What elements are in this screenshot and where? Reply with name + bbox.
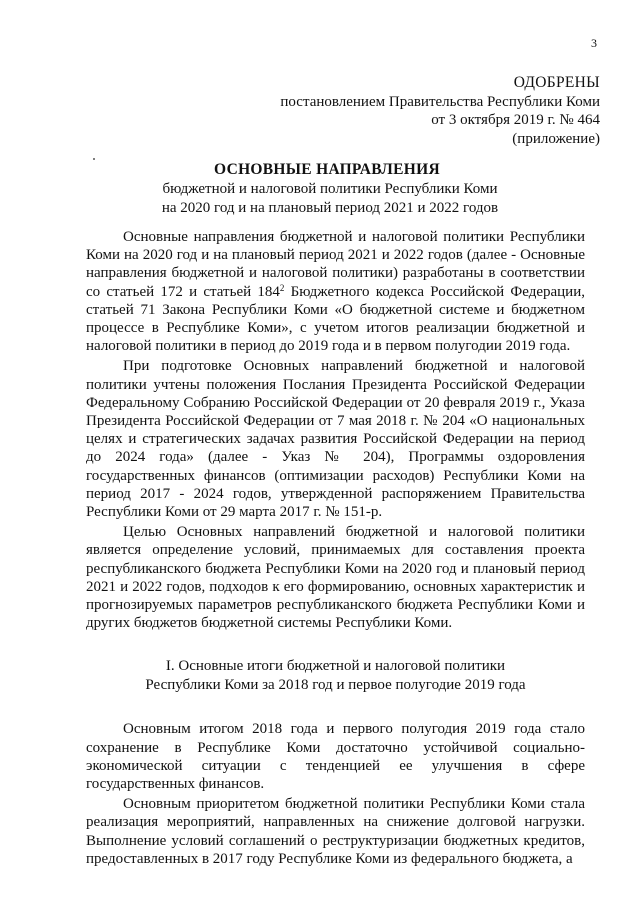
document-body	[86, 228, 585, 868]
document-title-block	[0, 160, 640, 217]
document-title: ОСНОВНЫЕ НАПРАВЛЕНИЯ	[214, 161, 440, 178]
paragraph-1-part-a: Основные направления бюджетной и налоговой политики Республики Коми на 2020 год и на плановый период 2021 и 2022 годов (далее - Основные направления бюджетной и налоговой политики) разработаны в соответствии со статьей 172 и статьей 184	[86, 229, 585, 300]
section-heading-line2: Республики Коми за 2018 год и первое полугодие 2019 года	[145, 677, 526, 694]
article-superscript: 2	[279, 282, 285, 293]
approval-line-date: от 3 октября 2019 г. № 464	[431, 112, 600, 128]
approval-line-appendix: (приложение)	[512, 130, 600, 147]
paragraph-3: Целью Основных направлений бюджетной и налоговой политики является определение условий, принимаемых для составления проекта республиканского бюджета Республики Коми на 2020 год и плановый период 2021 и 2022 годов, подходов к его формированию, основных характеристик и прогнозируемых параметров республиканского бюджета Республики Коми и других бюджетов бюджетной системы Республики Коми.	[86, 524, 585, 632]
section-heading	[86, 657, 585, 695]
approval-stamp	[280, 74, 600, 148]
approval-heading: ОДОБРЕНЫ	[513, 74, 600, 91]
approval-line-decree: постановлением Правительства Республики Коми	[280, 93, 600, 110]
paragraph-1-part-b: Бюджетного кодекса Российской Федерации, статьей 71 Закона Республики Коми «О бюджетной системе и бюджетном процессе в Республике Коми», с учетом итогов реализации бюджетной и налоговой политики в период до 2019 года и в первом полугодии 2019 года.	[86, 283, 585, 355]
paragraph-4: Основным итогом 2018 года и первого полугодия 2019 года стало сохранение в Республике Коми достаточно устойчивой социально-экономической ситуации с тенденцией ее улучшения в сфере государственных финансов.	[86, 721, 585, 793]
document-subtitle-line1: бюджетной и налоговой политики Республики Коми	[162, 181, 498, 197]
paragraph-5: Основным приоритетом бюджетной политики Республики Коми стала реализация мероприятий, направленных на снижение долговой нагрузки. Выполнение условий соглашений о реструктуризации бюджетных кредитов, предоставленных в 2017 году Республике Коми из федерального бюджета, а	[86, 796, 585, 867]
page-number: 3	[591, 36, 597, 50]
document-subtitle-line2: на 2020 год и на плановый период 2021 и 2022 годов	[161, 199, 499, 216]
paragraph-1	[86, 228, 585, 355]
section-heading-line1: I. Основные итоги бюджетной и налоговой политики	[165, 658, 506, 675]
paragraph-2: При подготовке Основных направлений бюджетной и налоговой политики учтены положения Послания Президента Российской Федерации Федеральному Собранию Российской Федерации от 20 февраля 2019 г., Указа Президента Российской Федерации от 7 мая 2018 г. № 204 «О национальных целях и стратегических задачах развития Российской Федерации на период до 2024 года» (далее - Указ № 204), Программы оздоровления государственных финансов (оптимизации расходов) Республики Коми на период 2017 - 2024 годов, утвержденной распоряжением Правительства Республики Коми от 29 марта 2017 г. № 151-р.	[86, 358, 585, 521]
